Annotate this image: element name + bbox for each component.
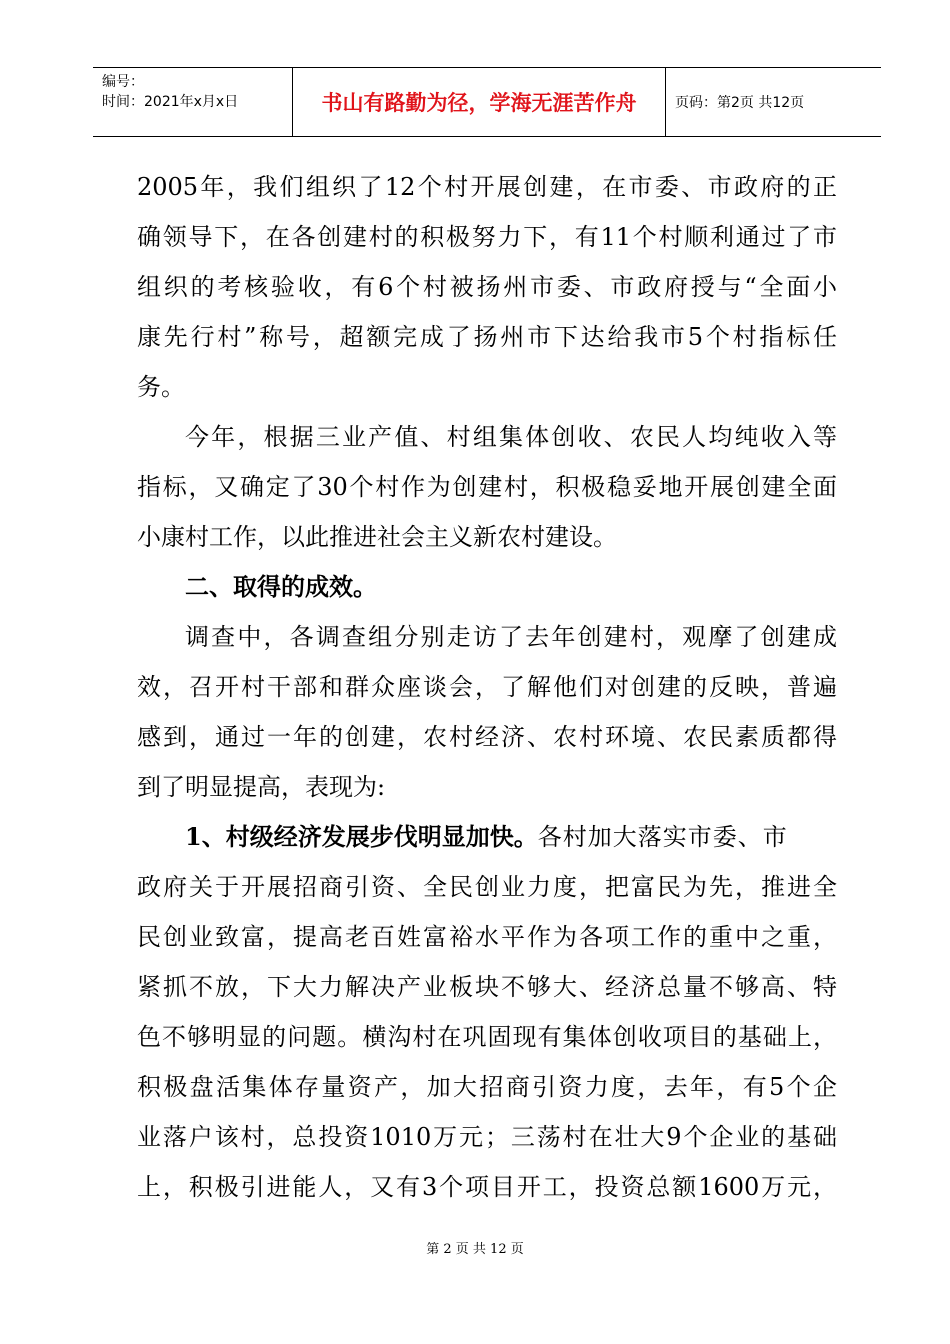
- body-text: [137, 162, 837, 1212]
- text-line: 上，积极引进能人，又有3个项目开工，投资总额1600万元，: [137, 1173, 837, 1201]
- text-line: 今年，根据三业产值、村组集体创收、农民人均纯收入等: [185, 423, 837, 451]
- text-line: 色不够明显的问题。横沟村在巩固现有集体创收项目的基础上，: [137, 1023, 837, 1051]
- section-heading: 二、取得的成效。: [185, 572, 377, 601]
- page-header: [93, 67, 881, 137]
- item-text: 各村加大落实市委、市: [537, 823, 788, 851]
- text-line: 组织的考核验收，有6个村被扬州市委、市政府授与“全面小: [137, 273, 837, 301]
- text-line: 政府关于开展招商引资、全民创业力度，把富民为先，推进全: [137, 873, 837, 901]
- text-line: 小康村工作，以此推进社会主义新农村建设。: [137, 523, 617, 551]
- text-line: 业落户该村，总投资1010万元；三荡村在壮大9个企业的基础: [137, 1123, 837, 1151]
- header-page-info: 页码：第2页 共12页: [675, 95, 805, 111]
- header-meta: [93, 68, 293, 136]
- text-line: 确领导下，在各创建村的积极努力下，有11个村顺利通过了市: [137, 223, 837, 251]
- document-number-label: 编号：: [102, 74, 144, 90]
- text-line: 民创业致富，提高老百姓富裕水平作为各项工作的重中之重，: [137, 923, 837, 951]
- item-heading-line: [137, 812, 837, 862]
- text-line: 指标，又确定了30个村作为创建村，积极稳妥地开展创建全面: [137, 473, 837, 501]
- text-line: 2005年，我们组织了12个村开展创建，在市委、市政府的正: [137, 173, 837, 201]
- item-heading: 村级经济发展步伐明显加快。: [225, 822, 538, 851]
- header-motto: 书山有路勤为径，学海无涯苦作舟: [293, 68, 666, 136]
- text-line: 效，召开村干部和群众座谈会，了解他们对创建的反映，普遍: [137, 673, 837, 701]
- text-line: 紧抓不放，下大力解决产业板块不够大、经济总量不够高、特: [137, 973, 837, 1001]
- page-footer: 第 2 页 共 12 页: [426, 1242, 524, 1257]
- document-time-label: 时间：2021年x月x日: [102, 94, 239, 110]
- item-number: 1、: [185, 822, 226, 851]
- text-line: 到了明显提高，表现为:: [137, 773, 386, 801]
- text-line: 务。: [137, 373, 185, 401]
- text-line: 感到，通过一年的创建，农村经济、农村环境、农民素质都得: [137, 723, 837, 751]
- text-line: 积极盘活集体存量资产，加大招商引资力度，去年，有5个企: [137, 1073, 837, 1101]
- text-line: 康先行村”称号，超额完成了扬州市下达给我市5个村指标任: [137, 323, 837, 351]
- text-line: 调查中，各调查组分别走访了去年创建村，观摩了创建成: [185, 623, 837, 651]
